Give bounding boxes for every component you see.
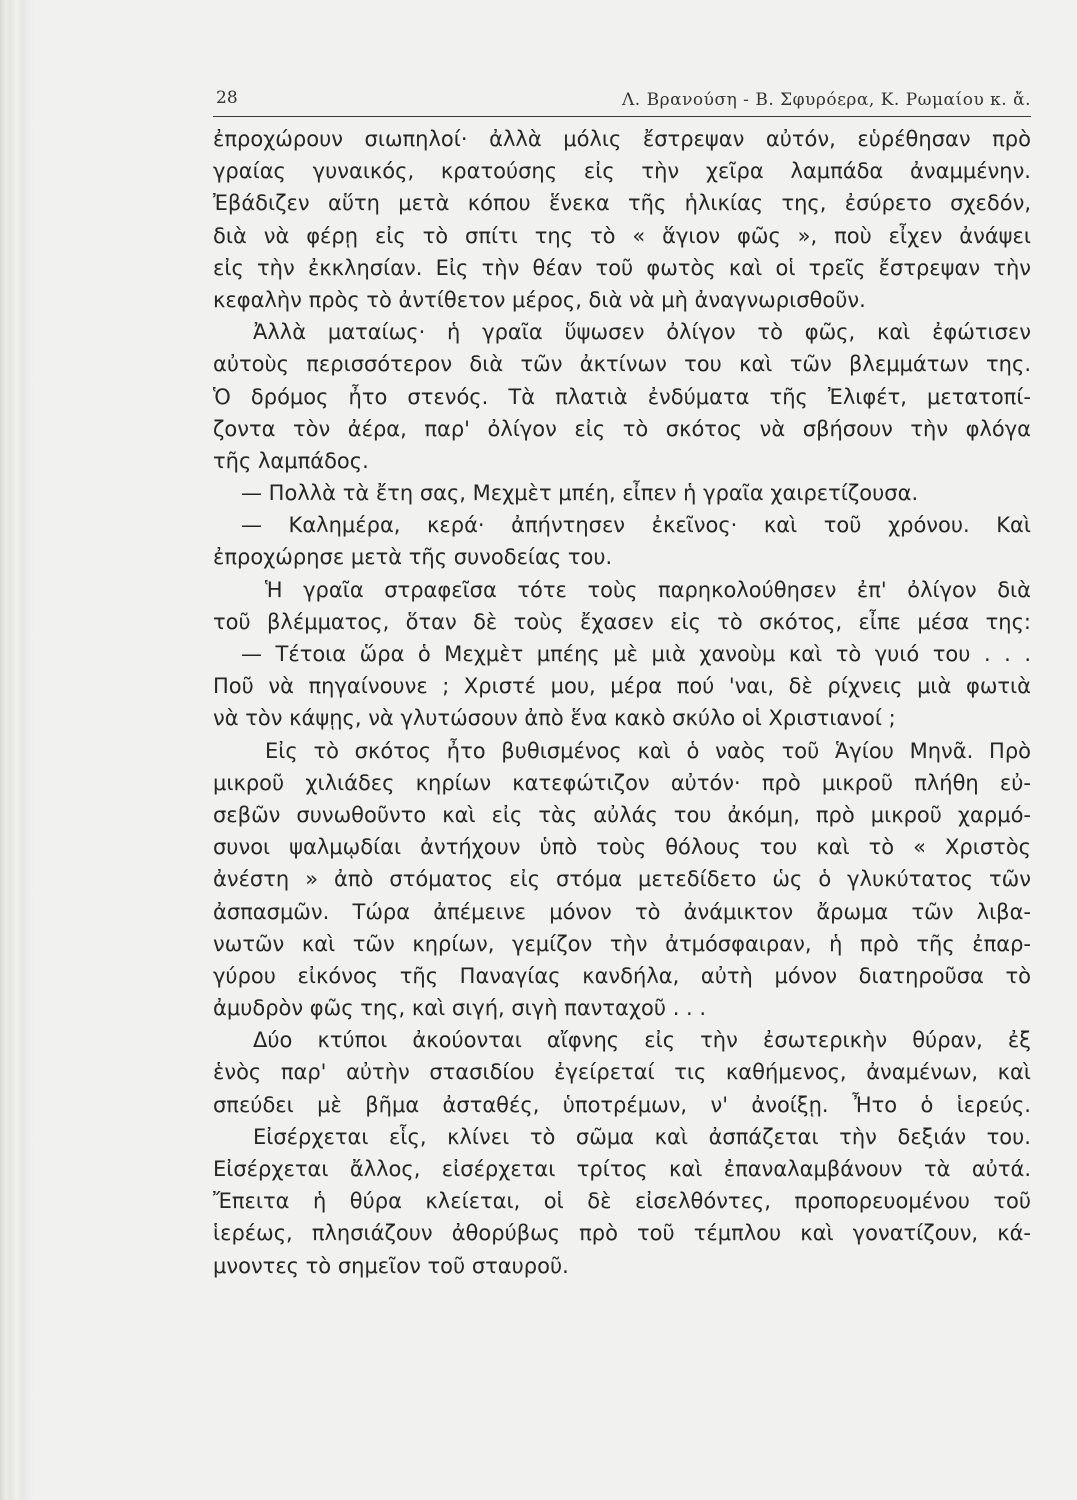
text-line: Ἔπειτα ἡ θύρα κλείεται, οἱ δὲ εἰσελθόντες, προπορευομένου τοῦ (213, 1189, 1031, 1214)
text-line: Ποῦ νὰ πηγαίνουνε ; Χριστέ μου, μέρα πού 'ναι, δὲ ρίχνεις μιὰ φωτιὰ (213, 674, 1031, 699)
text-line: νὰ τὸν κάψῃς, νὰ γλυτώσουν ἀπὸ ἕνα κακὸ σκύλο οἱ Χριστιανοί ; (213, 706, 896, 731)
page-header (213, 86, 1031, 117)
text-line: τῆς λαμπάδος. (213, 448, 369, 473)
text-line: Ἀλλὰ ματαίως· ἡ γραῖα ὕψωσεν ὀλίγον τὸ φῶς, καὶ ἐφώτισεν (253, 320, 1031, 345)
text-line: Εἰς τὸ σκότος ἦτο βυθισμένος καὶ ὁ ναὸς τοῦ Ἁγίου Μηνᾶ. Πρὸ (265, 738, 1031, 763)
body-text (213, 123, 1031, 1282)
text-line: γραίας γυναικός, κρατούσης εἰς τὴν χεῖρα λαμπάδα ἀναμμένην. (213, 159, 1031, 184)
text-line: ἀμυδρὸν φῶς της, καὶ σιγή, σιγὴ πανταχοῦ . . . (213, 996, 707, 1021)
text-line: μικροῦ χιλιάδες κηρίων κατεφώτιζον αὐτόν· πρὸ μικροῦ πλήθη εὐ- (213, 770, 1031, 795)
text-line: Ἡ γραῖα στραφεῖσα τότε τοὺς παρηκολούθησεν ἐπ' ὀλίγον διὰ (265, 577, 1031, 602)
text-line: ἐπροχώρησε μετὰ τῆς συνοδείας του. (213, 545, 613, 570)
text-line: Εἰσέρχεται εἷς, κλίνει τὸ σῶμα καὶ ἀσπάζεται τὴν δεξιάν του. (253, 1124, 1031, 1149)
text-line: — Τέτοια ὥρα ὁ Μεχμὲτ μπέης μὲ μιὰ χανοὺμ καὶ τὸ γυιό του . . . (241, 642, 1031, 666)
text-line: κεφαλὴν πρὸς τὸ ἀντίθετον μέρος, διὰ νὰ μὴ ἀναγνωρισθοῦν. (213, 287, 866, 312)
text-line: — Καλημέρα, κερά· ἀπήντησεν ἐκεῖνος· καὶ τοῦ χρόνου. Καὶ (241, 513, 1031, 538)
text-line: αὐτοὺς περισσότερον διὰ τῶν ἀκτίνων του καὶ τῶν βλεμμάτων της. (213, 352, 1031, 377)
text-line: νωτῶν καὶ τῶν κηρίων, γεμίζον τὴν ἀτμόσφαιραν, ἡ πρὸ τῆς ἐπαρ- (213, 931, 1031, 956)
text-line: σπεύδει μὲ βῆμα ἀσταθές, ὑποτρέμων, ν' ἀνοίξῃ. Ἦτο ὁ ἱερεύς. (213, 1092, 1031, 1117)
text-line: — Πολλὰ τὰ ἔτη σας, Μεχμὲτ μπέη, εἶπεν ἡ γραῖα χαιρετίζουσα. (241, 481, 919, 506)
text-line: γύρου εἰκόνος τῆς Παναγίας κανδήλα, αὐτὴ μόνον διατηροῦσα τὸ (213, 963, 1031, 988)
text-line: τοῦ βλέμματος, ὅταν δὲ τοὺς ἔχασεν εἰς τὸ σκότος, εἶπε μέσα της: (213, 609, 1031, 634)
text-line: Εἰσέρχεται ἄλλος, εἰσέρχεται τρίτος καὶ ἐπαναλαμβάνουν τὰ αὐτά. (213, 1157, 1031, 1181)
text-line: σεβῶν συνωθοῦντο καὶ εἰς τὰς αὐλάς του ἀκόμη, πρὸ μικροῦ χαρμό- (213, 802, 1031, 827)
text-line: εἰς τὴν ἐκκλησίαν. Εἰς τὴν θέαν τοῦ φωτὸς καὶ οἱ τρεῖς ἔστρεψαν τὴν (213, 255, 1031, 280)
text-line: συνοι ψαλμῳδίαι ἀντήχουν ὑπὸ τοὺς θόλους του καὶ τὸ « Χριστὸς (213, 835, 1031, 860)
text-line: ἀσπασμῶν. Τώρα ἀπέμεινε μόνον τὸ ἀνάμικτον ἄρωμα τῶν λιβα- (213, 899, 1031, 924)
text-line: Ὁ δρόμος ἦτο στενός. Τὰ πλατιὰ ἐνδύματα τῆς Ἐλιφέτ, μετατοπί- (213, 384, 1031, 409)
page-number: 28 (216, 88, 238, 108)
text-line: ἑνὸς παρ' αὐτὴν στασιδίου ἐγείρεταί τις καθήμενος, ἀναμένων, καὶ (213, 1060, 1031, 1085)
text-line: ζοντα τὸν ἀέρα, παρ' ὀλίγον εἰς τὸ σκότος νὰ σβήσουν τὴν φλόγα (213, 416, 1031, 441)
text-line: μνοντες τὸ σημεῖον τοῦ σταυροῦ. (213, 1253, 569, 1278)
page-edge (0, 0, 40, 1500)
text-line: ἱερέως, πλησιάζουν ἀθορύβως πρὸ τοῦ τέμπλου καὶ γονατίζουν, κά- (213, 1221, 1031, 1246)
text-line: ἐπροχώρουν σιωπηλοί· ἀλλὰ μόλις ἔστρεψαν αὐτόν, εὑρέθησαν πρὸ (213, 127, 1031, 151)
text-line: Δύο κτύποι ἀκούονται αἴφνης εἰς τὴν ἐσωτερικὴν θύραν, ἐξ (253, 1028, 1031, 1053)
text-line: διὰ νὰ φέρῃ εἰς τὸ σπίτι της τὸ « ἅγιον φῶς », ποὺ εἶχεν ἀνάψει (213, 223, 1031, 248)
text-line: Ἐβάδιζεν αὕτη μετὰ κόπου ἕνεκα τῆς ἡλικίας της, ἐσύρετο σχεδόν, (213, 191, 1031, 216)
text-line: ἀνέστη » ἀπὸ στόματος εἰς στόμα μετεδίδετο ὡς ὁ γλυκύτατος τῶν (213, 867, 1031, 892)
running-head: Λ. Βρανούση - Β. Σφυρόερα, Κ. Ρωμαίου κ. ἄ. (622, 90, 1031, 110)
